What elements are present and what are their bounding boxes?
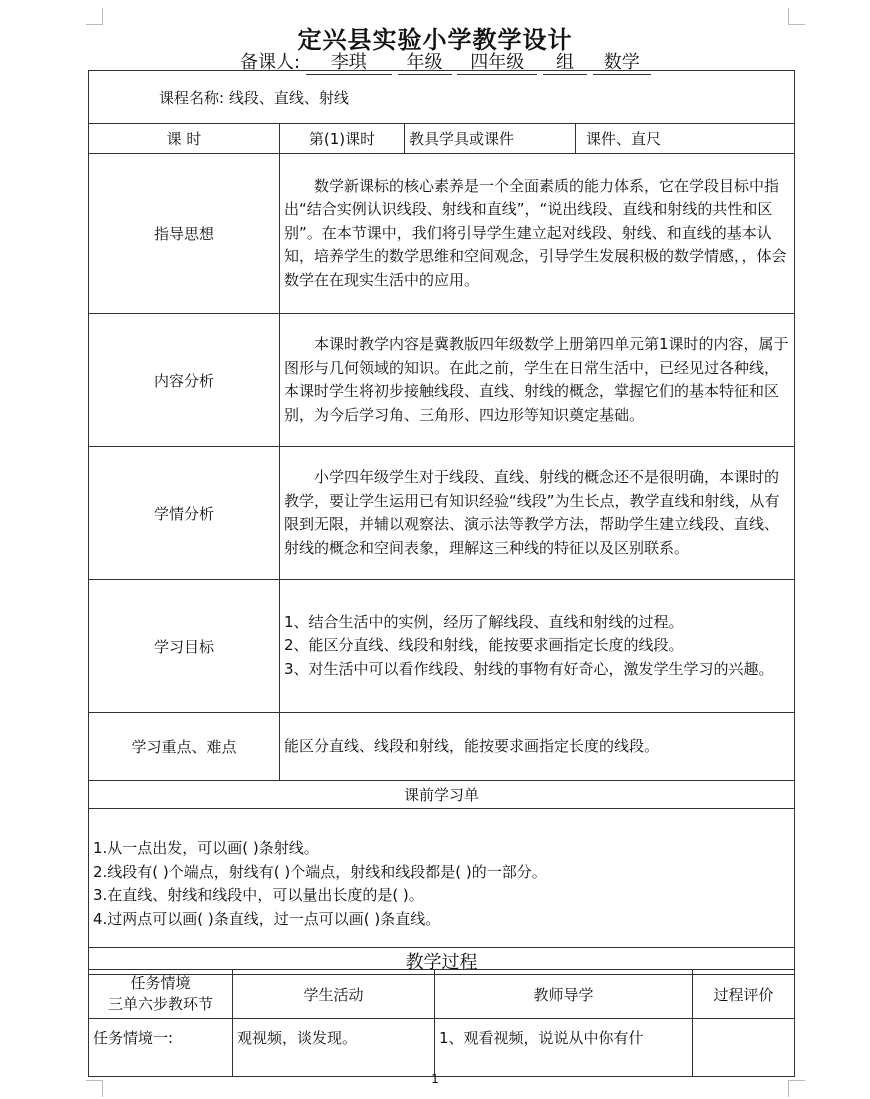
- goal-item: 2、能区分直线、线段和射线，能按要求画指定长度的线段。: [284, 636, 684, 655]
- document-title: 定兴县实验小学教学设计: [297, 26, 573, 54]
- process-header-evaluation: 过程评价: [693, 970, 795, 1019]
- preparer-line: [240, 48, 651, 73]
- process-step: 任务情境一:: [89, 1019, 233, 1077]
- process-header-step-line2: 三单六步教环节: [107, 995, 213, 1013]
- section-label-guiding: 指导思想: [89, 154, 280, 314]
- key-points-row: [89, 713, 795, 781]
- section-text-students: 小学四年级学生对于线段、直线、射线的概念还不是很明确，本课时的教学，要让学生运用已有知识经验“线段”为生长点，教学直线和射线，从有限到无限，并辅以观察法、演示法等教学方法，帮助学生建立线段、直线、射线的概念和空间表象，理解这三种线的特征以及区别联系。: [280, 447, 795, 580]
- group-label: 组: [543, 48, 587, 75]
- page-number: 1: [431, 1072, 439, 1086]
- preclass-row: [89, 809, 795, 948]
- course-name-row: [89, 71, 795, 124]
- lesson-plan-table: [88, 70, 795, 975]
- session-label: 课 时: [89, 124, 280, 154]
- section-row: [89, 154, 795, 314]
- section-text-guiding: 数学新课标的核心素养是一个全面素质的能力体系，它在学段目标中指出“结合实例认识线段、射线和直线”，“说出线段、直线和射线的共性和区别”。在本节课中，我们将引导学生建立起对线段、射线、和直线的基本认知，培养学生的数学思维和空间观念，引导学生发展积极的数学情感，，体会数学在在现实生活中的应用。: [280, 154, 795, 314]
- preclass-title-row: [89, 781, 795, 809]
- goal-item: 3、对生活中可以看作线段、射线的事物有好奇心，激发学生学习的兴趣。: [284, 659, 774, 678]
- grade-value: 四年级: [457, 48, 537, 75]
- preclass-title: 课前学习单: [89, 781, 795, 809]
- session-row: [89, 124, 795, 154]
- process-evaluation: [693, 1019, 795, 1077]
- preclass-item: 2.线段有( )个端点，射线有( )个端点，射线和线段都是( )的一部分。: [93, 862, 547, 881]
- goal-item: 1、结合生活中的实例，经历了解线段、直线和射线的过程。: [284, 612, 684, 631]
- preclass-item: 4.过两点可以画( )条直线，过一点可以画( )条直线。: [93, 909, 441, 928]
- process-header-student: 学生活动: [233, 970, 435, 1019]
- session-value: 第(1)课时: [280, 124, 405, 154]
- process-header-teacher: 教师导学: [435, 970, 693, 1019]
- key-points-text: 能区分直线、线段和射线，能按要求画指定长度的线段。: [280, 713, 795, 781]
- process-header-step-line1: 任务情境: [130, 974, 191, 992]
- preclass-item: 1.从一点出发，可以画( )条射线。: [93, 839, 319, 857]
- section-label-content: 内容分析: [89, 314, 280, 447]
- goals-label: 学习目标: [89, 580, 280, 713]
- section-label-students: 学情分析: [89, 447, 280, 580]
- key-points-label: 学习重点、难点: [89, 713, 280, 781]
- course-name-label: 课程名称:: [159, 88, 225, 107]
- process-student-activity: 观视频，谈发现。: [233, 1019, 435, 1077]
- tools-value: 课件、直尺: [576, 124, 795, 154]
- section-row: [89, 314, 795, 447]
- preclass-item: 3.在直线、射线和线段中，可以量出长度的是( )。: [93, 886, 424, 904]
- section-row: [89, 447, 795, 580]
- process-title: 教学过程: [89, 948, 795, 975]
- grade-label: 年级: [398, 48, 452, 75]
- process-row: [89, 1019, 795, 1077]
- preparer-label: 备课人:: [240, 52, 301, 73]
- preparer-name: 李琪: [306, 48, 392, 75]
- goals-cell: [280, 580, 795, 713]
- process-header-row: [89, 970, 795, 1019]
- section-text-content: 本课时教学内容是冀教版四年级数学上册第四单元第1课时的内容，属于图形与几何领域的知识。在此之前，学生在日常生活中，已经见过各种线，本课时学生将初步接触线段、直线、射线的概念，掌握它们的基本特征和区别，为今后学习角、三角形、四边形等知识奠定基础。: [280, 314, 795, 447]
- process-header-step: [89, 970, 233, 1019]
- group-value: 数学: [593, 48, 651, 75]
- course-name-cell: [89, 71, 795, 124]
- preclass-list: [89, 809, 795, 948]
- goals-row: [89, 580, 795, 713]
- process-teacher-guide: 1、观看视频，说说从中你有什: [435, 1019, 693, 1077]
- tools-label: 教具学具或课件: [405, 124, 576, 154]
- course-name-value: 线段、直线、射线: [228, 88, 349, 107]
- process-table: [88, 969, 795, 1077]
